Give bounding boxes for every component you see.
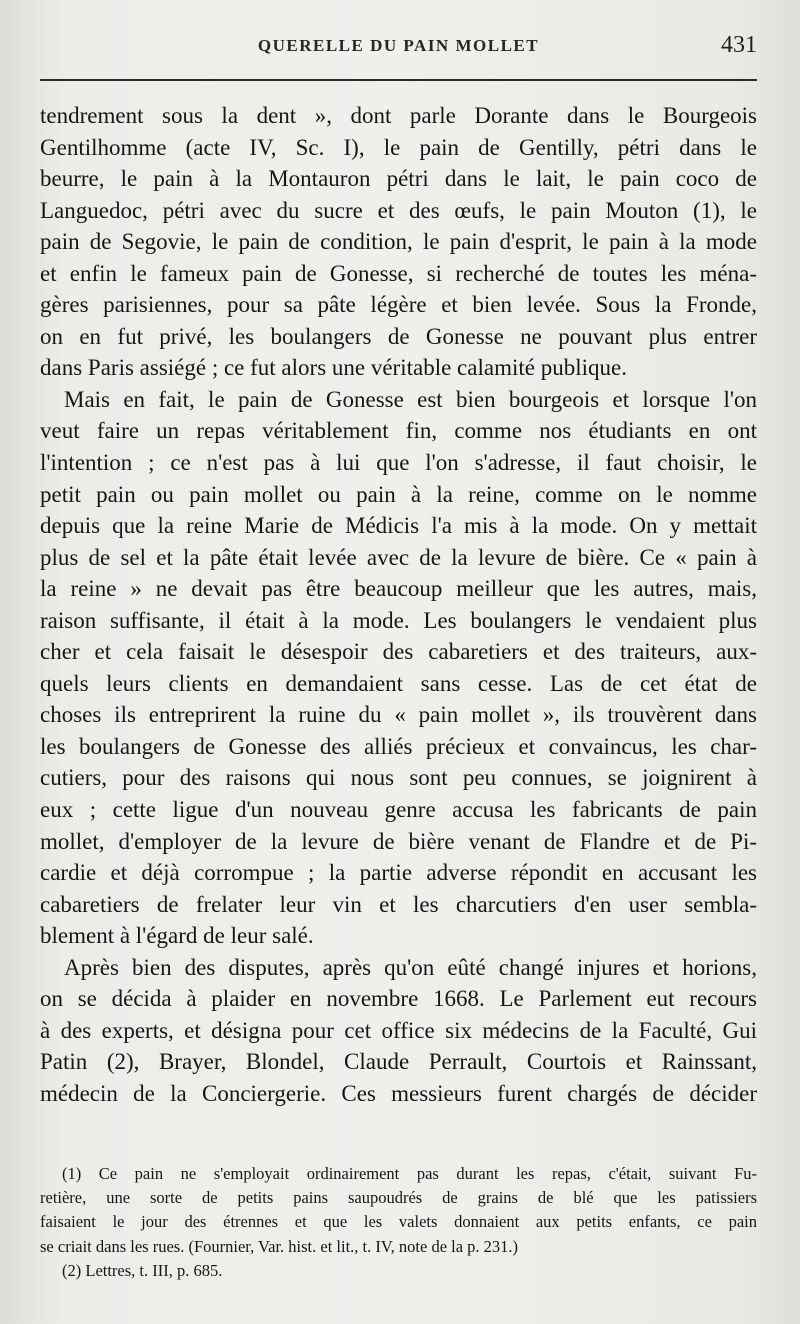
text-line: on se décida à plaider en novembre 1668. Le Parlement eut recours <box>40 986 757 1012</box>
text-line: médecin de la Conciergerie. Ces messieurs furent chargés de décider <box>40 1080 757 1106</box>
text-line: cardie et déjà corrompue ; la partie adverse répondit en accusant les <box>40 860 757 886</box>
text-line: dans Paris assiégé ; ce fut alors une véritable calamité publique. <box>40 355 627 381</box>
body-text <box>40 100 757 1110</box>
text-line: petit pain ou pain mollet ou pain à la reine, comme on le nomme <box>40 481 757 507</box>
text-line: cabaretiers de frelater leur vin et les charcutiers d'en user sembla- <box>40 891 757 917</box>
footnote-line: (2) Lettres, t. III, p. 685. <box>62 1260 223 1280</box>
text-line: raison suffisante, il était à la mode. Les boulangers le vendaient plus <box>40 607 757 633</box>
text-line: Mais en fait, le pain de Gonesse est bien bourgeois et lorsque l'on <box>64 386 757 412</box>
footnote-line: faisaient le jour des étrennes et que les valets donnaient aux petits enfants, ce pain <box>40 1212 757 1232</box>
text-line: choses ils entreprirent la ruine du « pain mollet », ils trouvèrent dans <box>40 702 757 728</box>
text-line: Languedoc, pétri avec du sucre et des œufs, le pain Mouton (1), le <box>40 197 757 223</box>
text-line: mollet, d'employer de la levure de bière venant de Flandre et de Pi- <box>40 828 757 854</box>
text-line: à des experts, et désigna pour cet office six médecins de la Faculté, Gui <box>40 1017 757 1043</box>
text-line: les boulangers de Gonesse des alliés précieux et convaincus, les char- <box>40 733 757 759</box>
text-line: cher et cela faisait le désespoir des cabaretiers et des traiteurs, aux- <box>40 639 757 665</box>
footnote-line: retière, une sorte de petits pains saupoudrés de grains de blé que les patissiers <box>40 1188 757 1208</box>
text-line: gères parisiennes, pour sa pâte légère et bien levée. Sous la Fronde, <box>40 292 757 318</box>
page-header <box>40 34 757 66</box>
text-line: plus de sel et la pâte était levée avec de la levure de bière. Ce « pain à <box>40 544 757 570</box>
text-line: Après bien des disputes, après qu'on eûté changé injures et horions, <box>64 954 757 980</box>
text-line: beurre, le pain à la Montauron pétri dans le lait, le pain coco de <box>40 166 757 192</box>
page-number: 431 <box>721 32 757 58</box>
header-rule <box>40 79 757 81</box>
text-line: quels leurs clients en demandaient sans cesse. Las de cet état de <box>40 670 757 696</box>
text-line: la reine » ne devait pas être beaucoup meilleur que les autres, mais, <box>40 576 757 602</box>
text-line: Patin (2), Brayer, Blondel, Claude Perrault, Courtois et Rainssant, <box>40 1049 757 1075</box>
footnote-line: se criait dans les rues. (Fournier, Var. hist. et lit., t. IV, note de la p. 231.) <box>40 1236 519 1256</box>
text-line: cutiers, pour des raisons qui nous sont peu connues, se joignirent à <box>40 765 757 791</box>
text-line: tendrement sous la dent », dont parle Dorante dans le Bourgeois <box>40 103 757 128</box>
footnote-line: (1) Ce pain ne s'employait ordinairement pas durant les repas, c'était, suivant Fu- <box>62 1164 757 1183</box>
text-line: eux ; cette ligue d'un nouveau genre accusa les fabricants de pain <box>40 797 757 823</box>
text-line: veut faire un repas véritablement fin, comme nos étudiants en ont <box>40 418 757 444</box>
text-line: l'intention ; ce n'est pas à lui que l'on s'adresse, il faut choisir, le <box>40 450 757 476</box>
text-line: on en fut privé, les boulangers de Gonesse ne pouvant plus entrer <box>40 323 757 349</box>
text-line: depuis que la reine Marie de Médicis l'a mis à la mode. On y mettait <box>40 513 757 539</box>
text-line: pain de Segovie, le pain de condition, le pain d'esprit, le pain à la mode <box>40 229 757 255</box>
text-line: blement à l'égard de leur salé. <box>40 923 314 949</box>
text-line: Gentilhomme (acte IV, Sc. I), le pain de Gentilly, pétri dans le <box>40 134 757 160</box>
running-title: QUERELLE DU PAIN MOLLET <box>257 36 540 55</box>
text-line: et enfin le fameux pain de Gonesse, si recherché de toutes les ména- <box>40 260 757 286</box>
footnotes <box>40 1162 757 1283</box>
